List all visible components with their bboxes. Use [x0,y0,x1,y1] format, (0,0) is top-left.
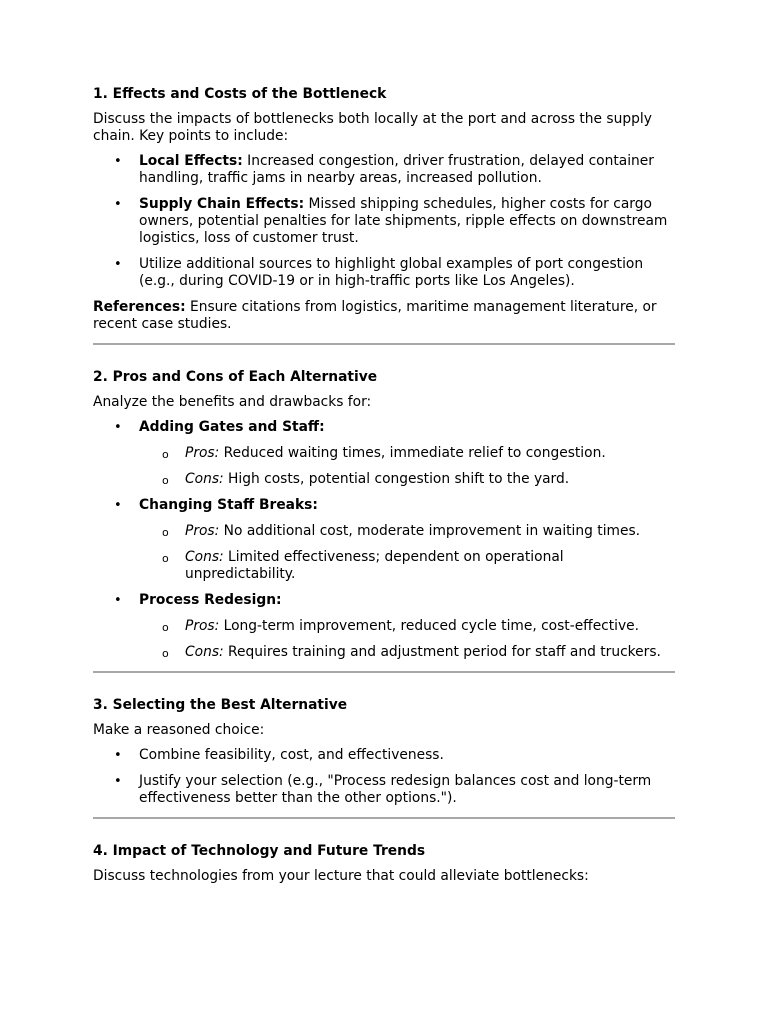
list-item: • Justify your selection (e.g., "Process redesign balances cost and long-term effectiveness better than the other options."). [93,773,675,807]
pros-cons-list [139,523,675,583]
pros-item [139,445,675,462]
bullet-list [93,747,675,807]
pros-text: Long-term improvement, reduced cycle time, cost-effective. [219,618,640,634]
list-item [93,153,675,187]
pros-label: Pros: [185,445,220,461]
list-item: • Combine feasibility, cost, and effectiveness. [93,747,675,764]
pros-label: Pros: [185,523,220,539]
section-divider [93,817,675,819]
alternative-item [93,419,675,488]
section-best-alternative [93,697,675,807]
item-text: Utilize additional sources to highlight global examples of port congestion (e.g., during COVID-19 or in high-traffic ports like Los Angeles). [139,256,644,289]
section-divider [93,343,675,345]
references-paragraph [93,299,675,333]
pros-label: Pros: [185,618,220,634]
section-intro: Analyze the benefits and drawbacks for: [93,394,372,410]
cons-label: Cons: [185,471,224,487]
pros-cons-list [139,618,675,661]
alternatives-list [93,419,675,661]
pros-text: Reduced waiting times, immediate relief to congestion. [219,445,606,461]
section-technology-trends [93,843,675,885]
alternative-name: Changing Staff Breaks: [139,497,318,513]
cons-text: Requires training and adjustment period for staff and truckers. [223,644,661,660]
cons-item [139,471,675,488]
alternative-name: Process Redesign: [139,592,282,608]
cons-label: Cons: [185,644,224,660]
list-item [93,256,675,290]
pros-item [139,618,675,635]
section-effects-costs [93,86,675,333]
alternative-item [93,497,675,583]
section-title: 3. Selecting the Best Alternative [93,697,348,713]
section-title: 2. Pros and Cons of Each Alternative [93,369,378,385]
item-text: Increased congestion, driver frustration, delayed container handling, traffic jams in nearby areas, increased pollution. [139,153,654,186]
references-text: Ensure citations from logistics, maritime management literature, or recent case studies. [93,299,657,332]
cons-item [139,549,675,583]
section-intro: Discuss the impacts of bottlenecks both locally at the port and across the supply chain. Key points to include: [93,111,652,144]
pros-item [139,523,675,540]
pros-cons-list [139,445,675,488]
section-title: 1. Effects and Costs of the Bottleneck [93,86,387,102]
section-pros-cons [93,369,675,661]
cons-text: High costs, potential congestion shift to the yard. [223,471,570,487]
bullet-list [93,153,675,290]
item-label: Local Effects: [139,153,243,169]
alternative-name: Adding Gates and Staff: [139,419,325,435]
alternative-item [93,592,675,661]
pros-text: No additional cost, moderate improvement in waiting times. [219,523,641,539]
cons-text: Limited effectiveness; dependent on operational unpredictability. [185,549,564,582]
section-title: 4. Impact of Technology and Future Trends [93,843,426,859]
cons-item [139,644,675,661]
section-divider [93,671,675,673]
section-intro: Make a reasoned choice: [93,722,265,738]
references-label: References: [93,299,186,315]
item-text: Missed shipping schedules, higher costs for cargo owners, potential penalties for late shipments, ripple effects on downstream logistics, loss of customer trust. [139,196,668,246]
cons-label: Cons: [185,549,224,565]
item-label: Supply Chain Effects: [139,196,305,212]
list-item [93,196,675,247]
section-intro: Discuss technologies from your lecture that could alleviate bottlenecks: [93,868,589,884]
